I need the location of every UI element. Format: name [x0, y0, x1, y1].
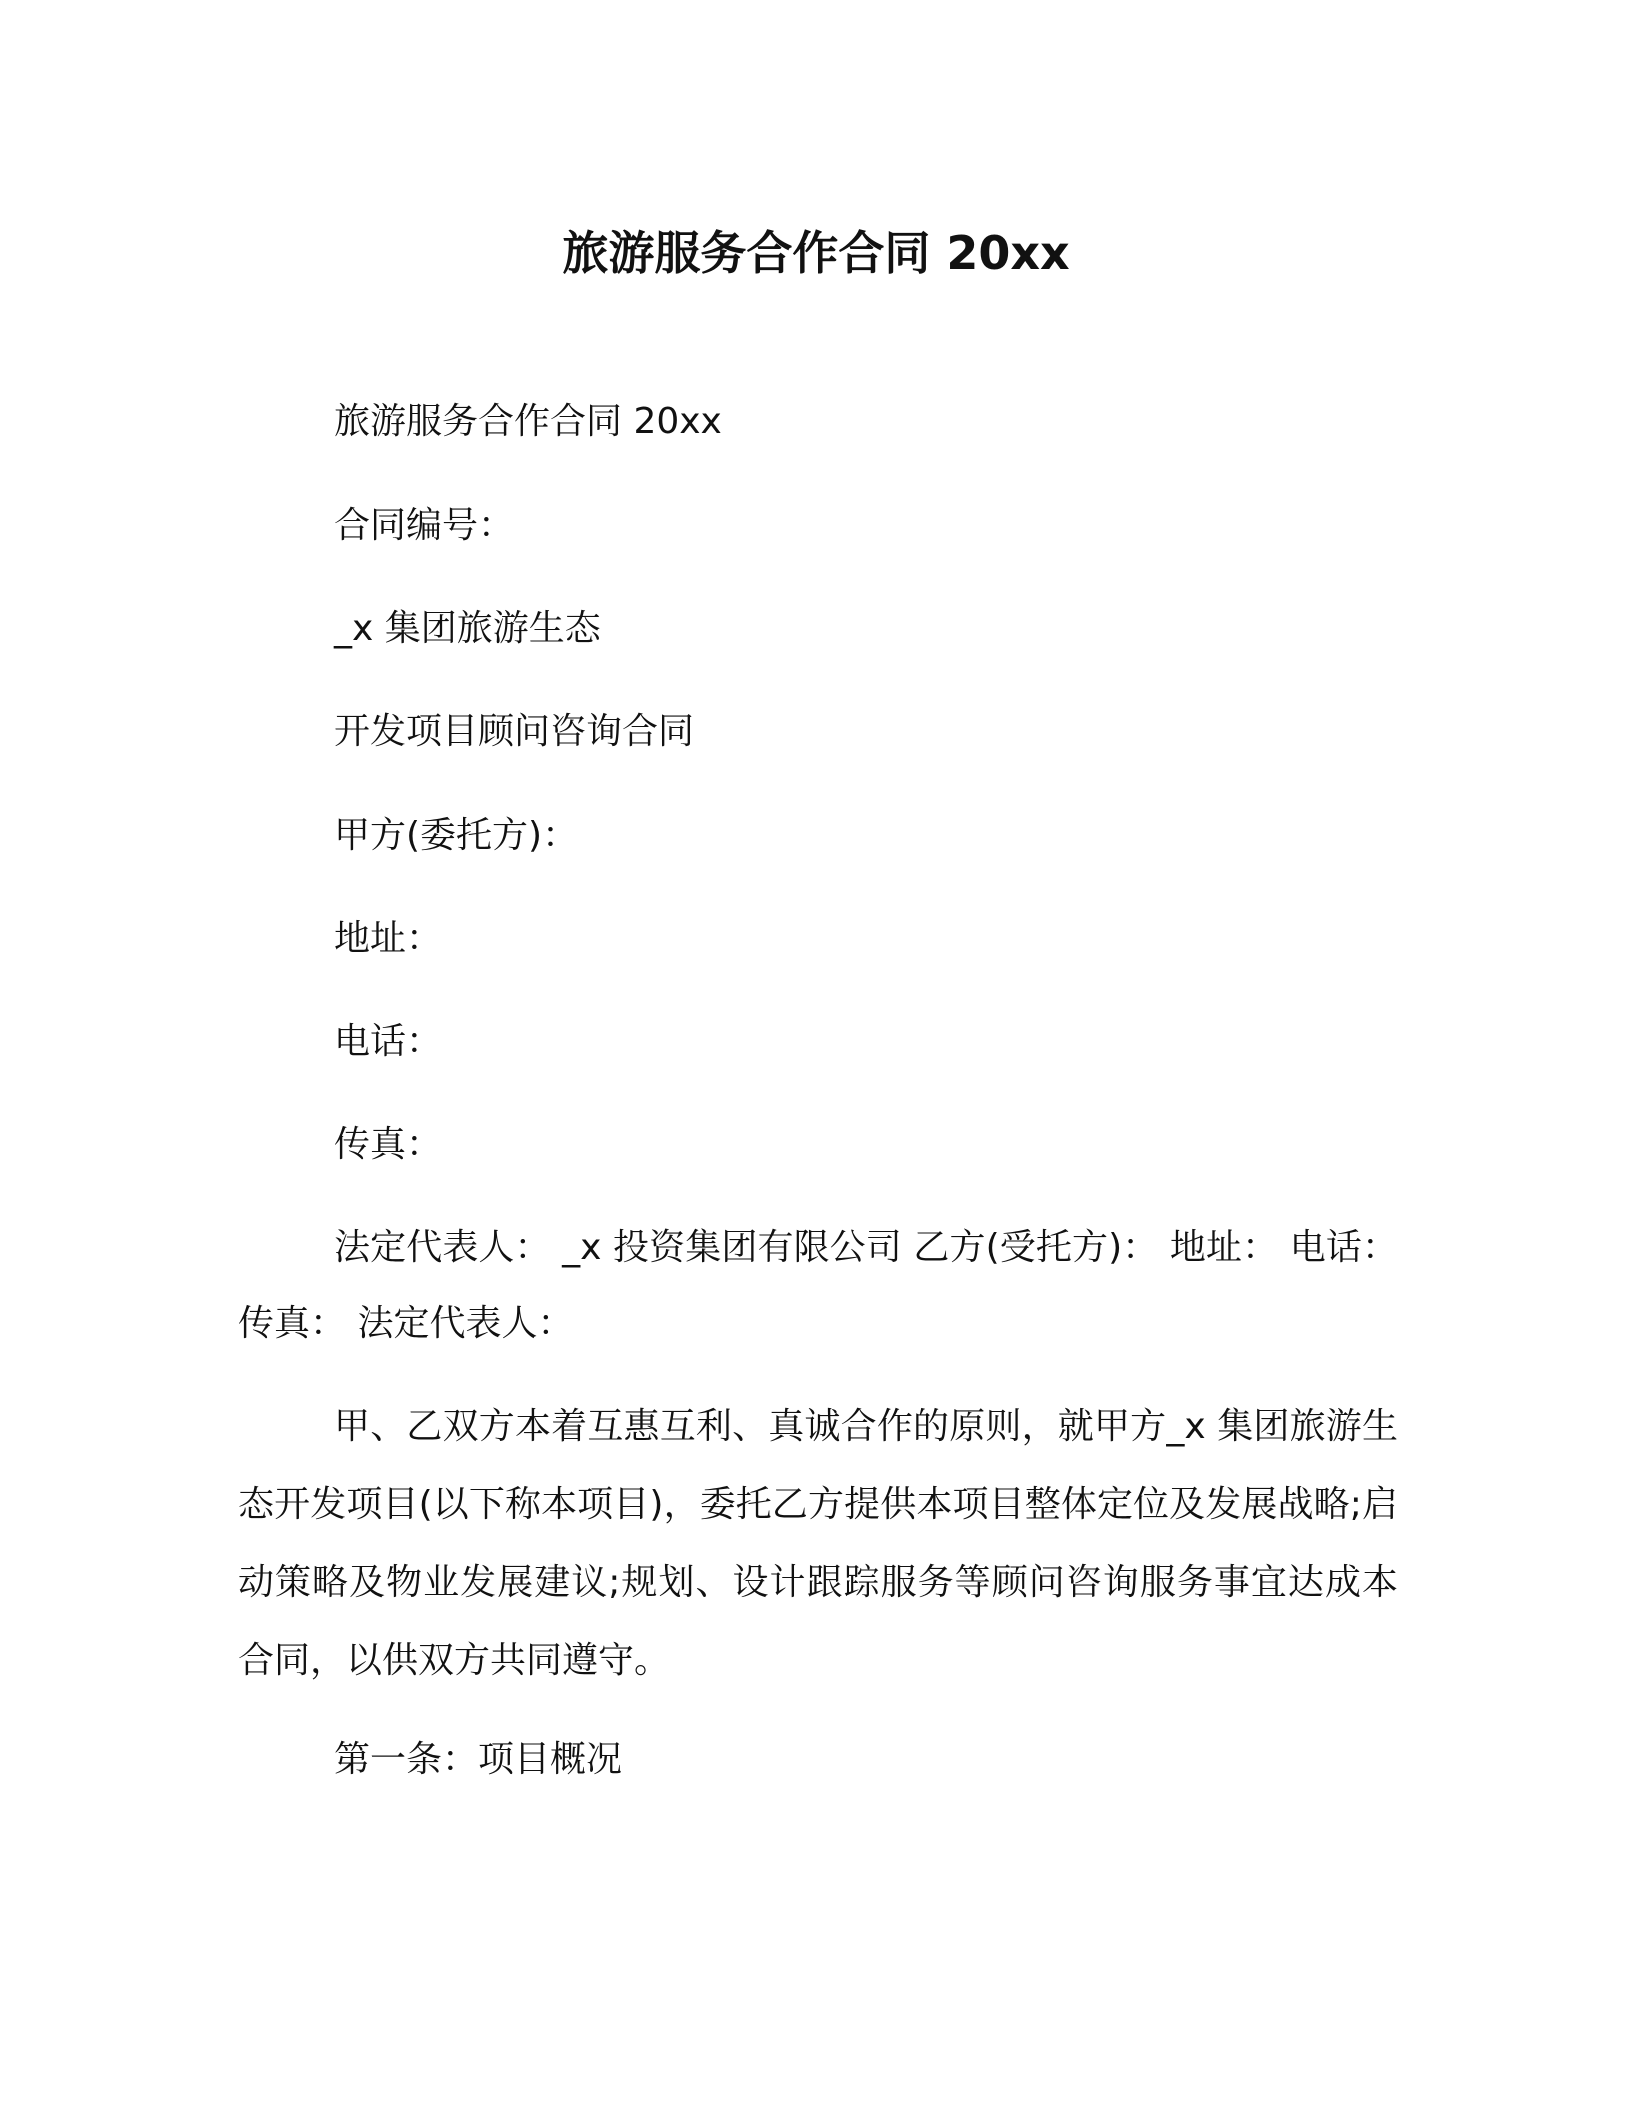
parties-paragraph: 法定代表人： _x 投资集团有限公司 乙方(受托方)： 地址： 电话： 传真： 法定代表人： [238, 1227, 1398, 1344]
contract-type-line: 开发项目顾问咨询合同 [334, 711, 695, 752]
address-line: 地址： [334, 918, 443, 959]
phone-line: 电话： [334, 1021, 443, 1062]
group-name-line: _x 集团旅游生态 [334, 608, 601, 649]
article-1-heading: 第一条：项目概况 [334, 1739, 623, 1780]
contract-name-line: 旅游服务合作合同 20xx [334, 401, 722, 442]
contract-number-line: 合同编号： [334, 505, 515, 546]
intro-paragraph: 甲、乙双方本着互惠互利、真诚合作的原则，就甲方_x 集团旅游生态开发项目(以下称本项目)，委托乙方提供本项目整体定位及发展战略;启动策略及物业发展建议;规划、设计跟踪服务等顾问咨询服务事宜达成本合同，以供双方共同遵守。 [238, 1406, 1398, 1681]
fax-line: 传真： [334, 1124, 443, 1165]
document-title: 旅游服务合作合同 20xx [562, 226, 1070, 280]
party-a-line: 甲方(委托方)： [334, 815, 579, 856]
